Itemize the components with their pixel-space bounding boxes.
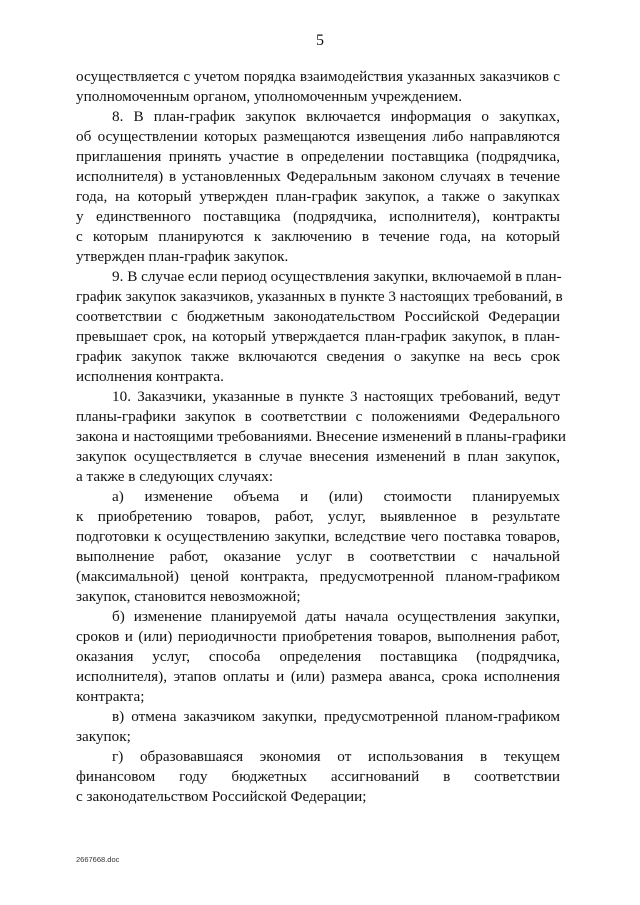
paragraph <box>76 267 563 387</box>
text-line: закона и настоящими требованиями. Внесение изменений в планы-графики <box>76 428 566 445</box>
text-line: исполнения контракта. <box>76 368 224 385</box>
text-line: а) изменение объема и (или) стоимости планируемых <box>112 488 560 505</box>
text-line: 8. В план-график закупок включается информация о закупках, <box>112 108 560 125</box>
text-line: превышает срок, на который утверждается план-график закупок, в план- <box>76 328 560 345</box>
text-line: года, на который утвержден план-график закупок, а также о закупках <box>76 188 560 205</box>
paragraph <box>76 747 560 807</box>
text-line: закупок; <box>76 728 131 745</box>
paragraph <box>76 387 566 487</box>
text-line: выполнение работ, оказание услуг в соответствии с начальной <box>76 548 560 565</box>
text-line: соответствии с бюджетным законодательством Российской Федерации <box>76 308 560 325</box>
text-line: об осуществлении которых размещаются извещения либо направляются <box>76 128 560 145</box>
paragraph <box>76 607 560 707</box>
text-line: в) отмена заказчиком закупки, предусмотренной планом-графиком <box>112 708 560 725</box>
paragraph <box>76 487 560 607</box>
text-line: г) образовавшаяся экономия от использования в текущем <box>112 748 560 765</box>
text-line: с законодательством Российской Федерации; <box>76 788 367 805</box>
paragraph <box>76 107 560 267</box>
text-line: у единственного поставщика (подрядчика, исполнителя), контракты <box>76 208 560 225</box>
text-line: (максимальной) ценой контракта, предусмотренной планом-графиком <box>76 568 560 585</box>
text-line: 9. В случае если период осуществления закупки, включаемой в план- <box>112 268 562 285</box>
text-line: к приобретению товаров, работ, услуг, выявленное в результате <box>76 508 560 525</box>
text-line: закупок, становится невозможной; <box>76 588 301 605</box>
document-body <box>76 67 566 807</box>
text-line: 10. Заказчики, указанные в пункте 3 настоящих требований, ведут <box>112 388 560 405</box>
text-line: с которым планируются к заключению в течение года, на который <box>76 228 560 245</box>
file-name-footer: 2667668.doc <box>76 855 120 864</box>
text-line: сроков и (или) периодичности приобретения товаров, выполнения работ, <box>76 628 560 645</box>
text-line: финансовом году бюджетных ассигнований в соответствии <box>76 768 560 785</box>
text-line: осуществляется с учетом порядка взаимодействия указанных заказчиков с <box>76 68 560 85</box>
paragraph <box>76 67 560 107</box>
text-line: а также в следующих случаях: <box>76 468 274 485</box>
text-line: планы-графики закупок в соответствии с положениями Федерального <box>76 408 560 425</box>
paragraph <box>76 707 560 747</box>
text-line: уполномоченным органом, уполномоченным учреждением. <box>76 88 463 105</box>
text-line: график закупок заказчиков, указанных в пункте 3 настоящих требований, в <box>76 288 563 305</box>
page-number: 5 <box>316 32 324 49</box>
text-line: контракта; <box>76 688 145 705</box>
text-line: исполнителя) в установленных Федеральным законом случаях в течение <box>76 168 560 185</box>
text-line: закупок осуществляется в случае внесения изменений в план закупок, <box>76 448 560 465</box>
text-line: утвержден план-график закупок. <box>76 248 289 265</box>
text-line: приглашения принять участие в определении поставщика (подрядчика, <box>76 148 560 165</box>
text-line: исполнителя), этапов оплаты и (или) размера аванса, срока исполнения <box>76 668 560 685</box>
text-line: б) изменение планируемой даты начала осуществления закупки, <box>112 608 560 625</box>
text-line: оказания услуг, способа определения поставщика (подрядчика, <box>76 648 560 665</box>
text-line: подготовки к осуществлению закупки, вследствие чего поставка товаров, <box>76 528 560 545</box>
text-line: график закупок также включаются сведения о закупке на весь срок <box>76 348 560 365</box>
